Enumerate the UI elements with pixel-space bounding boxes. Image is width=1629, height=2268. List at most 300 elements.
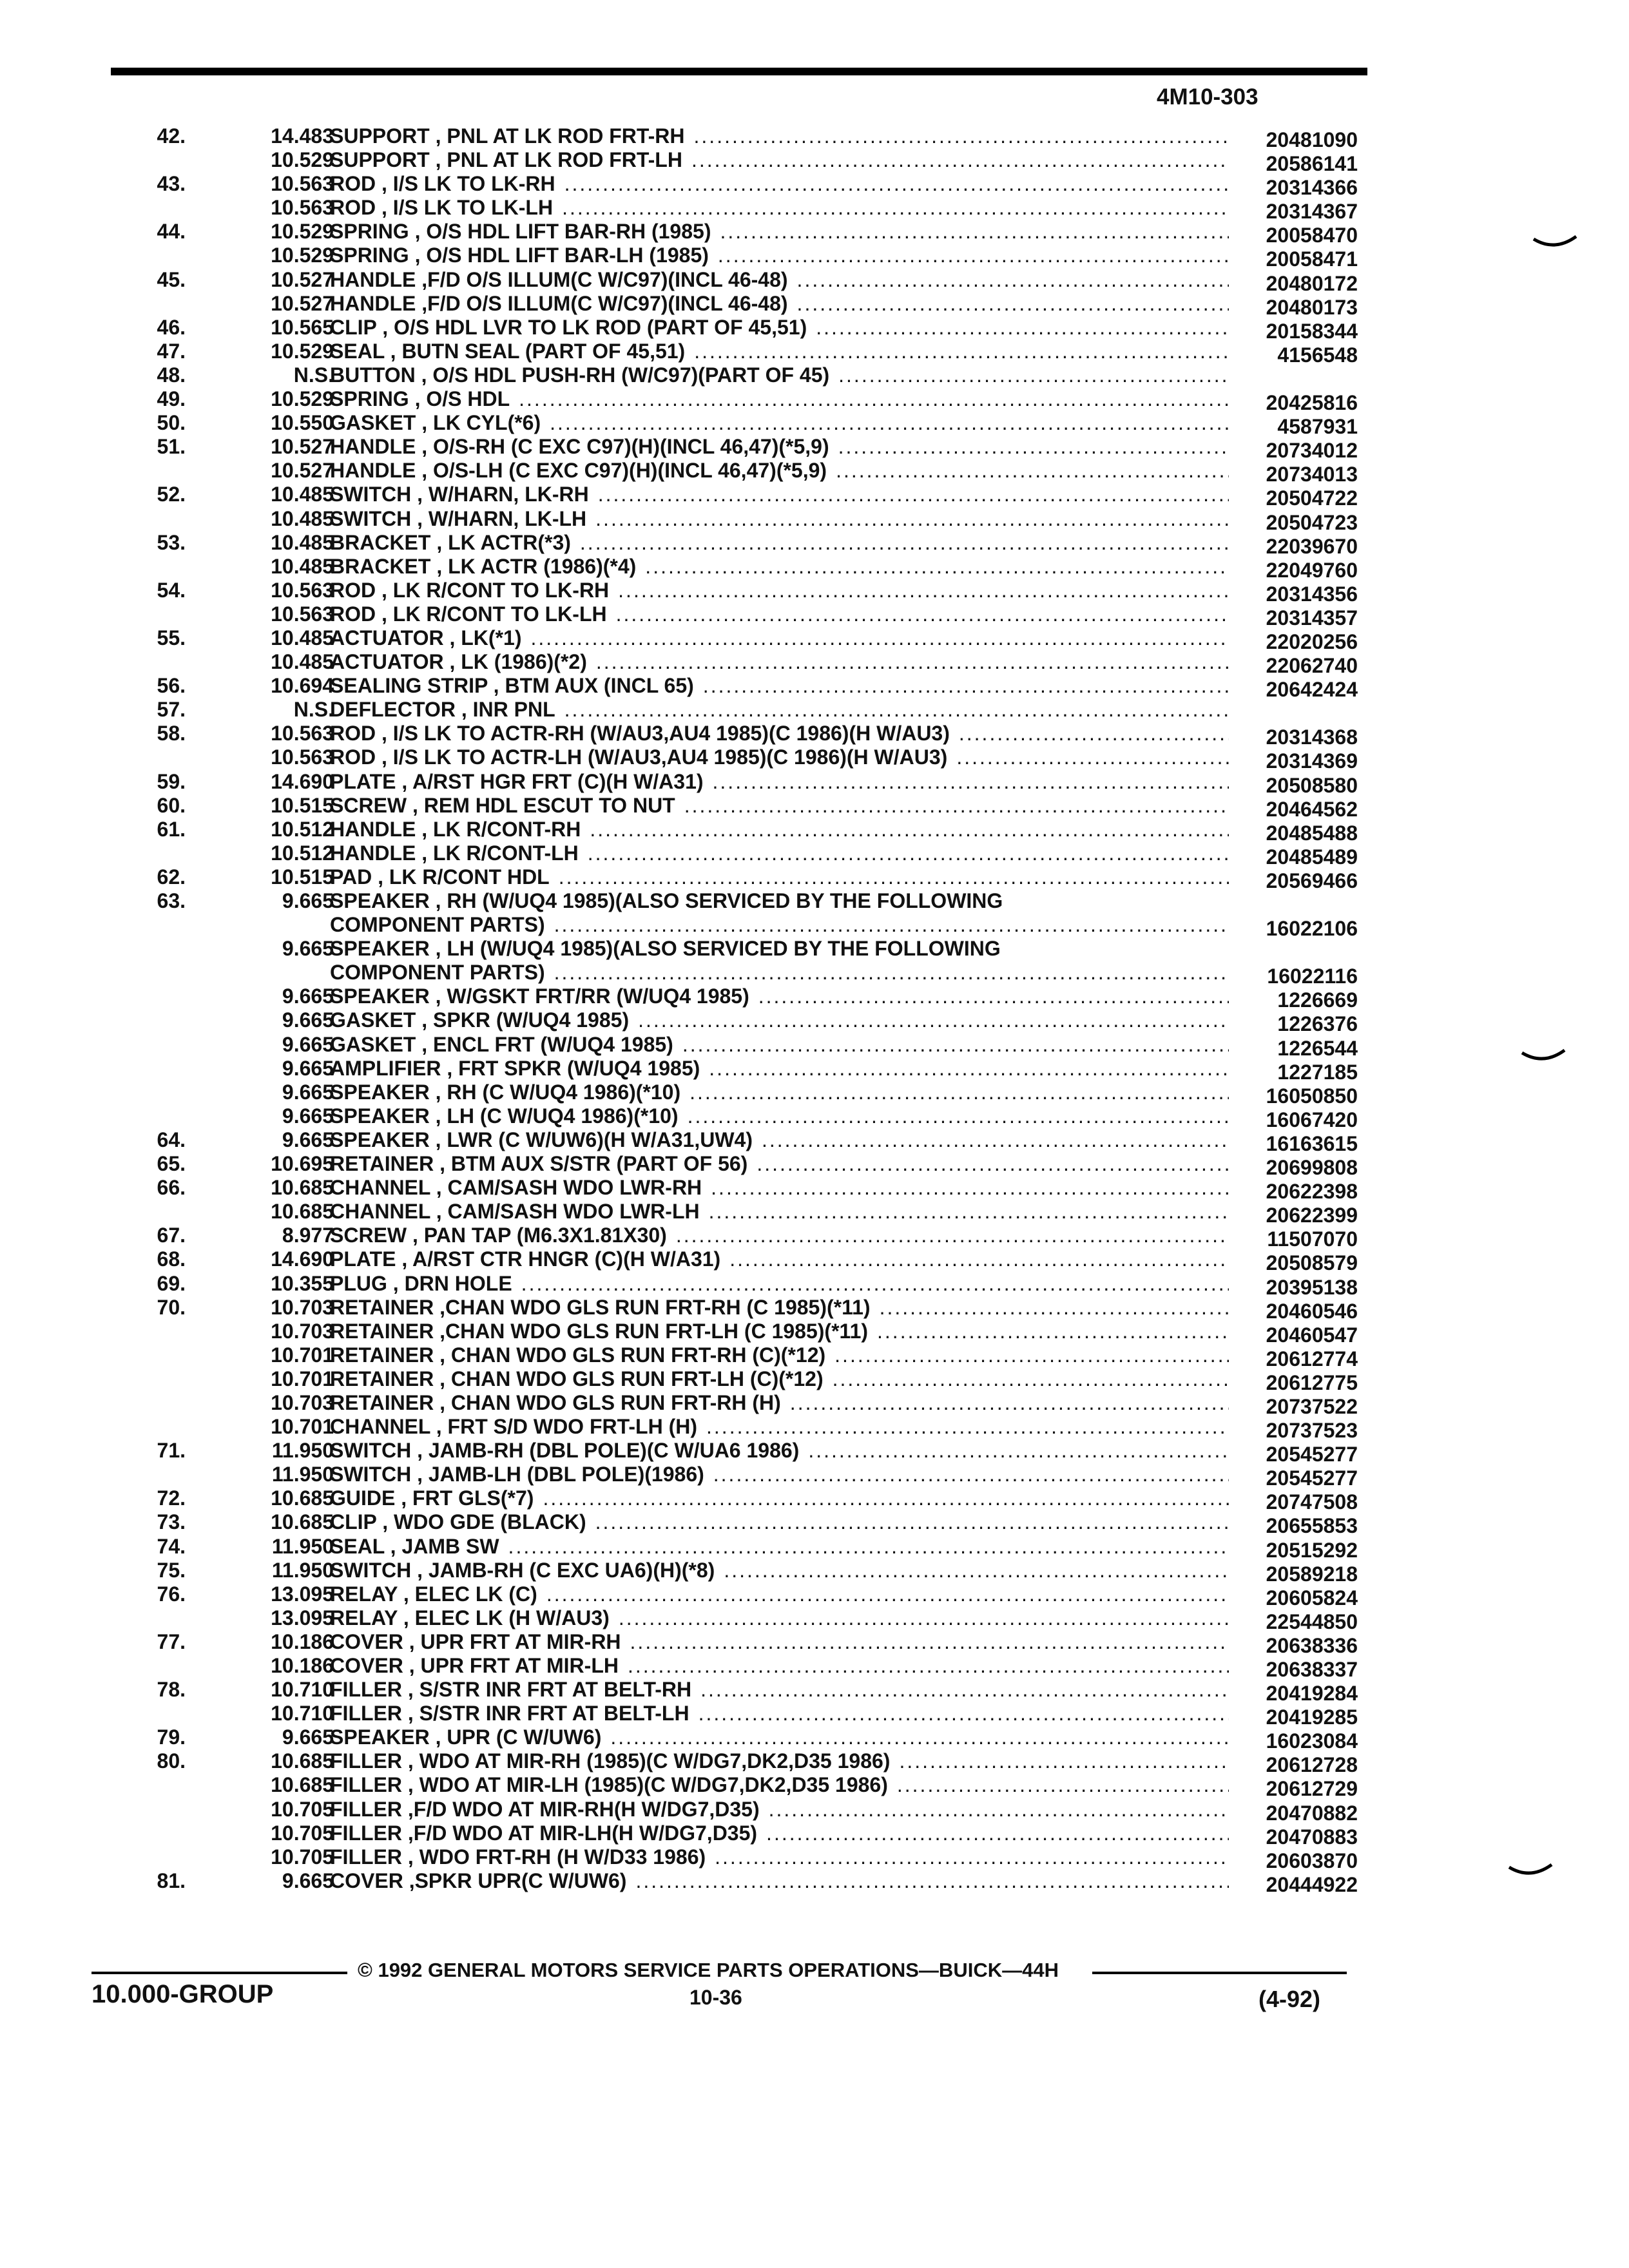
group-number: 10.527: [271, 459, 334, 483]
description-cell: [330, 292, 1229, 316]
ref-number: 43.: [157, 172, 186, 196]
description-cell: [330, 531, 1229, 555]
part-number: 4587931: [1277, 415, 1358, 439]
description-cell: [330, 220, 1229, 244]
description-cell: [330, 722, 1229, 745]
part-description: HANDLE , LK R/CONT-LH: [330, 841, 579, 865]
binder-hole-mark: [1508, 1863, 1553, 1883]
dot-leader: [713, 770, 1229, 794]
part-number: 20589218: [1266, 1562, 1358, 1586]
ref-number: 49.: [157, 387, 186, 411]
part-description: SPRING , O/S HDL LIFT BAR-LH (1985): [330, 244, 709, 267]
ref-number: 54.: [157, 578, 186, 602]
part-description: ROD , I/S LK TO ACTR-LH (W/AU3,AU4 1985)(C 1986)(H W/AU3): [330, 745, 948, 769]
description-cell: [330, 1630, 1229, 1654]
parts-list-row: [0, 937, 1629, 961]
group-number: 10.710: [271, 1702, 334, 1725]
dot-leader: [676, 1224, 1229, 1247]
parts-list-row: [0, 1463, 1629, 1490]
description-cell: [330, 818, 1229, 841]
parts-list-row: [0, 506, 1629, 534]
ref-number: 64.: [157, 1128, 186, 1151]
group-number: 10.485: [271, 483, 334, 506]
part-description: COVER ,SPKR UPR(C W/UW6): [330, 1869, 627, 1892]
part-description: GASKET , SPKR (W/UQ4 1985): [330, 1008, 630, 1032]
part-description: COMPONENT PARTS): [330, 913, 545, 937]
ref-number: 78.: [157, 1678, 186, 1702]
part-description: SPEAKER , RH (W/UQ4 1985)(ALSO SERVICED BY THE FOLLOWING: [330, 889, 1003, 912]
ref-number: 65.: [157, 1152, 186, 1176]
part-number: 20314366: [1266, 176, 1358, 200]
ref-number: 58.: [157, 722, 186, 745]
parts-list-row: [0, 1080, 1629, 1108]
part-description: FILLER ,F/D WDO AT MIR-RH(H W/DG7,D35): [330, 1797, 760, 1821]
dot-leader: [700, 1678, 1229, 1702]
part-number: 4156548: [1277, 343, 1358, 367]
description-cell: [330, 674, 1229, 698]
group-number: 10.685: [271, 1749, 334, 1773]
parts-list-row: [0, 1702, 1629, 1729]
dot-leader: [559, 865, 1229, 889]
parts-list-row: [0, 1797, 1629, 1825]
page-code: 4M10-303: [1157, 84, 1258, 110]
ref-number: 63.: [157, 889, 186, 912]
dot-leader: [564, 698, 1229, 722]
footer-rule-left: [92, 1972, 347, 1974]
group-number: 9.665: [282, 1104, 334, 1128]
part-number: 20508580: [1266, 773, 1358, 797]
part-number: 20485489: [1266, 845, 1358, 869]
ref-number: 73.: [157, 1510, 186, 1534]
parts-list-row: [0, 650, 1629, 678]
parts-list-row: [0, 530, 1629, 558]
group-number: 10.186: [271, 1629, 334, 1653]
part-description: SWITCH , W/HARN, LK-LH: [330, 506, 587, 530]
parts-list-row: [0, 578, 1629, 606]
parts-list-row: [0, 745, 1629, 773]
group-number: 10.355: [271, 1271, 334, 1295]
ref-number: 77.: [157, 1629, 186, 1653]
ref-number: 81.: [157, 1869, 186, 1892]
parts-list-row: [0, 291, 1629, 319]
dot-leader: [543, 1486, 1229, 1510]
parts-list-row: [0, 1176, 1629, 1204]
dot-leader: [758, 985, 1229, 1008]
parts-list-row: [0, 1390, 1629, 1418]
parts-list: [0, 124, 1629, 1896]
part-number: 20638337: [1266, 1658, 1358, 1681]
part-number: 1226376: [1277, 1012, 1358, 1036]
part-description: SEAL , BUTN SEAL (PART OF 45,51): [330, 339, 686, 363]
dot-leader: [508, 1535, 1229, 1559]
part-description: RETAINER ,CHAN WDO GLS RUN FRT-LH (C 1985)(*11): [330, 1319, 869, 1343]
parts-list-row: [0, 1104, 1629, 1131]
group-number: 10.512: [271, 841, 334, 865]
group-number: 10.695: [271, 1152, 334, 1176]
description-cell: [330, 961, 1229, 985]
part-description: ACTUATOR , LK(*1): [330, 626, 522, 649]
group-number: 9.665: [282, 889, 334, 912]
parts-list-row: [0, 1056, 1629, 1084]
dot-leader: [519, 387, 1229, 411]
group-number: 14.483: [271, 124, 334, 148]
part-description: ACTUATOR , LK (1986)(*2): [330, 650, 587, 674]
part-number: 20470883: [1266, 1825, 1358, 1849]
group-number: 10.563: [271, 745, 334, 769]
part-description: FILLER , S/STR INR FRT AT BELT-RH: [330, 1678, 692, 1702]
description-cell: [330, 435, 1229, 459]
dot-leader: [590, 818, 1229, 841]
description-cell: [330, 1582, 1229, 1606]
description-cell: [330, 1798, 1229, 1821]
part-description: GUIDE , FRT GLS(*7): [330, 1486, 534, 1510]
parts-list-row: [0, 1439, 1629, 1466]
part-description: COVER , UPR FRT AT MIR-LH: [330, 1654, 619, 1677]
part-number: 20460546: [1266, 1299, 1358, 1323]
part-number: 20655853: [1266, 1514, 1358, 1538]
description-cell: [330, 1367, 1229, 1391]
parts-list-row: [0, 172, 1629, 200]
parts-list-row: [0, 1247, 1629, 1275]
parts-list-row: [0, 363, 1629, 387]
part-description: ROD , I/S LK TO LK-LH: [330, 196, 554, 220]
dot-leader: [715, 1845, 1229, 1869]
ref-number: 45.: [157, 267, 186, 291]
description-cell: [330, 1654, 1229, 1678]
group-number: 10.485: [271, 554, 334, 578]
dot-leader: [635, 1869, 1229, 1893]
part-number: 20395138: [1266, 1275, 1358, 1299]
group-number: 9.665: [282, 1008, 334, 1032]
part-number: 20612728: [1266, 1753, 1358, 1777]
description-cell: [330, 602, 1229, 626]
description-cell: [330, 794, 1229, 818]
part-number: 20699808: [1266, 1156, 1358, 1180]
description-cell: [330, 1415, 1229, 1439]
part-description: SPEAKER , W/GSKT FRT/RR (W/UQ4 1985): [330, 985, 749, 1008]
group-number: 10.186: [271, 1654, 334, 1677]
description-cell: [330, 1272, 1229, 1296]
group-number: 10.563: [271, 722, 334, 745]
group-number: 9.665: [282, 1056, 334, 1080]
part-number: 20419285: [1266, 1706, 1358, 1729]
group-number: 10.529: [271, 244, 334, 267]
part-description: SPRING , O/S HDL: [330, 387, 510, 411]
description-cell: [330, 1725, 1229, 1749]
parts-list-row: [0, 1725, 1629, 1753]
dot-leader: [713, 1463, 1229, 1486]
revision-date: (4-92): [1258, 1986, 1321, 2012]
part-description: ROD , I/S LK TO ACTR-RH (W/AU3,AU4 1985)(C 1986)(H W/AU3): [330, 722, 950, 745]
part-description: SWITCH , JAMB-RH (C EXC UA6)(H)(*8): [330, 1558, 715, 1582]
part-description: ROD , I/S LK TO LK-RH: [330, 172, 555, 196]
dot-leader: [596, 650, 1229, 674]
group-number: 13.095: [271, 1606, 334, 1629]
part-number: 20058470: [1266, 224, 1358, 247]
ref-number: 68.: [157, 1247, 186, 1271]
dot-leader: [688, 1104, 1229, 1128]
part-description: FILLER , S/STR INR FRT AT BELT-LH: [330, 1702, 689, 1725]
description-cell: [330, 1773, 1229, 1797]
parts-list-row: [0, 1415, 1629, 1443]
group-number: 10.529: [271, 220, 334, 244]
top-rule: [111, 68, 1367, 75]
dot-leader: [897, 1773, 1229, 1797]
part-number: 20058471: [1266, 247, 1358, 271]
part-description: SPRING , O/S HDL LIFT BAR-RH (1985): [330, 220, 711, 244]
part-number: 22020256: [1266, 629, 1358, 653]
part-description: HANDLE ,F/D O/S ILLUM(C W/C97)(INCL 46-48): [330, 291, 788, 315]
ref-number: 74.: [157, 1534, 186, 1558]
part-description: FILLER , WDO AT MIR-LH (1985)(C W/DG7,DK2,D35 1986): [330, 1773, 888, 1797]
part-number: 20425816: [1266, 391, 1358, 415]
part-number: 22049760: [1266, 558, 1358, 582]
ref-number: 42.: [157, 124, 186, 148]
description-cell: [330, 268, 1229, 292]
parts-list-row: [0, 1654, 1629, 1681]
description-cell: [330, 244, 1229, 267]
parts-list-row: [0, 435, 1629, 463]
description-cell: [330, 937, 1229, 961]
ref-number: 70.: [157, 1295, 186, 1319]
dot-leader: [645, 555, 1229, 579]
part-number: 20419284: [1266, 1682, 1358, 1706]
group-number: 11.950: [271, 1463, 334, 1486]
part-description: RETAINER ,CHAN WDO GLS RUN FRT-RH (C 1985)(*11): [330, 1295, 871, 1319]
part-number: 20569466: [1266, 869, 1358, 892]
description-cell: [330, 555, 1229, 579]
group-number: 8.977: [282, 1224, 334, 1247]
part-description: RETAINER , CHAN WDO GLS RUN FRT-LH (C)(*12): [330, 1367, 824, 1390]
ref-number: 79.: [157, 1725, 186, 1749]
part-description: FILLER ,F/D WDO AT MIR-LH(H W/DG7,D35): [330, 1821, 758, 1845]
description-cell: [330, 1343, 1229, 1367]
description-cell: [330, 889, 1229, 913]
parts-list-row: [0, 674, 1629, 702]
parts-list-row: [0, 1606, 1629, 1633]
part-number: 20734012: [1266, 439, 1358, 463]
description-cell: [330, 1247, 1229, 1271]
parts-list-row: [0, 1486, 1629, 1514]
description-cell: [330, 1224, 1229, 1247]
part-number: 20612774: [1266, 1347, 1358, 1370]
parts-list-row: [0, 1152, 1629, 1180]
parts-list-row: [0, 793, 1629, 821]
group-number: 10.563: [271, 196, 334, 220]
group-number: 9.665: [282, 937, 334, 961]
parts-list-row: [0, 1773, 1629, 1801]
ref-number: 46.: [157, 315, 186, 339]
part-description: RELAY , ELEC LK (H W/AU3): [330, 1606, 610, 1629]
part-number: 20515292: [1266, 1538, 1358, 1562]
part-number: 1227185: [1277, 1060, 1358, 1084]
ref-number: 56.: [157, 674, 186, 698]
parts-list-row: [0, 1821, 1629, 1849]
parts-list-row: [0, 1224, 1629, 1251]
group-number: 10.710: [271, 1678, 334, 1702]
parts-list-row: [0, 961, 1629, 988]
part-number: 20747508: [1266, 1490, 1358, 1514]
dot-leader: [630, 1630, 1229, 1654]
dot-leader: [638, 1008, 1229, 1032]
dot-leader: [956, 745, 1229, 769]
dot-leader: [877, 1320, 1229, 1343]
parts-list-row: [0, 267, 1629, 295]
dot-leader: [766, 1821, 1229, 1845]
parts-list-row: [0, 698, 1629, 722]
parts-list-row: [0, 889, 1629, 913]
part-description: SPEAKER , LH (W/UQ4 1985)(ALSO SERVICED BY THE FOLLOWING: [330, 937, 1001, 961]
dot-leader: [808, 1439, 1229, 1463]
part-number: 11507070: [1267, 1227, 1358, 1251]
part-description: SWITCH , JAMB-LH (DBL POLE)(1986): [330, 1463, 704, 1486]
description-cell: [330, 650, 1229, 674]
ref-number: 61.: [157, 817, 186, 841]
group-number: 10.685: [271, 1486, 334, 1510]
group-number: 10.701: [271, 1367, 334, 1390]
parts-list-row: [0, 1295, 1629, 1323]
description-cell: [330, 172, 1229, 196]
parts-list-row: [0, 554, 1629, 582]
part-description: PAD , LK R/CONT HDL: [330, 865, 550, 889]
description-cell: [330, 913, 1229, 937]
parts-list-row: [0, 1629, 1629, 1657]
part-description: PLATE , A/RST HGR FRT (C)(H W/A31): [330, 769, 704, 793]
description-cell: [330, 196, 1229, 220]
part-number: 20470882: [1266, 1801, 1358, 1825]
dot-leader: [762, 1128, 1229, 1152]
part-number: 20460547: [1266, 1323, 1358, 1347]
part-number: 20545277: [1266, 1443, 1358, 1466]
group-number: 10.563: [271, 578, 334, 602]
ref-number: 75.: [157, 1558, 186, 1582]
parts-list-row: [0, 1200, 1629, 1227]
part-description: SWITCH , JAMB-RH (DBL POLE)(C W/UA6 1986): [330, 1439, 800, 1463]
part-number: 16022116: [1267, 965, 1358, 988]
description-cell: [330, 1391, 1229, 1415]
group-number: 11.950: [271, 1534, 334, 1558]
dot-leader: [619, 1606, 1229, 1630]
description-cell: [330, 1535, 1229, 1559]
part-description: CLIP , O/S HDL LVR TO LK ROD (PART OF 45,51): [330, 315, 807, 339]
description-cell: [330, 1678, 1229, 1702]
group-number: 10.703: [271, 1390, 334, 1414]
binder-hole-mark: [1521, 1049, 1566, 1068]
group-number: 10.485: [271, 506, 334, 530]
ref-number: 59.: [157, 769, 186, 793]
part-description: SUPPORT , PNL AT LK ROD FRT-RH: [330, 124, 685, 148]
part-number: 20480173: [1266, 295, 1358, 319]
part-number: 22062740: [1266, 654, 1358, 678]
part-number: 20545277: [1266, 1466, 1358, 1490]
description-cell: [330, 841, 1229, 865]
dot-leader: [546, 1582, 1229, 1606]
dot-leader: [711, 1176, 1229, 1200]
group-number: 10.515: [271, 865, 334, 889]
part-number: 20622398: [1266, 1180, 1358, 1204]
part-description: SEALING STRIP , BTM AUX (INCL 65): [330, 674, 694, 698]
parts-list-row: [0, 602, 1629, 629]
description-cell: [330, 1702, 1229, 1725]
ref-number: 62.: [157, 865, 186, 889]
group-number: 10.703: [271, 1319, 334, 1343]
part-number: 20586141: [1266, 152, 1358, 176]
description-cell: [330, 387, 1229, 411]
parts-list-row: [0, 1271, 1629, 1299]
dot-leader: [757, 1152, 1229, 1176]
parts-list-row: [0, 148, 1629, 176]
description-cell: [330, 1008, 1229, 1032]
dot-leader: [618, 579, 1229, 602]
part-number: 20603870: [1266, 1849, 1358, 1872]
parts-list-row: [0, 1343, 1629, 1370]
dot-leader: [838, 363, 1229, 387]
group-number: N.S.: [293, 363, 334, 387]
dot-leader: [720, 220, 1229, 244]
part-number: 20737523: [1266, 1419, 1358, 1443]
ref-number: 51.: [157, 435, 186, 459]
part-description: FILLER , WDO FRT-RH (H W/D33 1986): [330, 1845, 706, 1869]
part-number: 20508579: [1266, 1251, 1358, 1275]
dot-leader: [729, 1247, 1229, 1271]
parts-list-row: [0, 220, 1629, 247]
part-number: 20612729: [1266, 1777, 1358, 1801]
parts-list-row: [0, 817, 1629, 845]
dot-leader: [706, 1415, 1229, 1439]
dot-leader: [880, 1296, 1229, 1320]
part-number: 20605824: [1266, 1586, 1358, 1610]
part-number: 20622399: [1266, 1204, 1358, 1227]
part-description: GASKET , ENCL FRT (W/UQ4 1985): [330, 1032, 673, 1056]
part-number: 20504723: [1266, 510, 1358, 534]
dot-leader: [580, 531, 1229, 555]
part-description: AMPLIFIER , FRT SPKR (W/UQ4 1985): [330, 1056, 700, 1080]
part-description: SCREW , REM HDL ESCUT TO NUT: [330, 793, 675, 817]
ref-number: 52.: [157, 483, 186, 506]
part-number: 20158344: [1266, 319, 1358, 343]
part-description: ROD , LK R/CONT TO LK-RH: [330, 578, 610, 602]
parts-list-row: [0, 124, 1629, 151]
dot-leader: [588, 841, 1229, 865]
group-number: 10.485: [271, 650, 334, 674]
group-number: 13.095: [271, 1582, 334, 1606]
ref-number: 48.: [157, 363, 186, 387]
description-cell: [330, 1057, 1229, 1081]
description-cell: [330, 1439, 1229, 1463]
dot-leader: [616, 602, 1229, 626]
group-number: 10.685: [271, 1200, 334, 1224]
group-number: 10.685: [271, 1176, 334, 1200]
group-number: 10.527: [271, 435, 334, 459]
part-number: 22039670: [1266, 534, 1358, 558]
dot-leader: [899, 1749, 1229, 1773]
part-number: 20314368: [1266, 726, 1358, 749]
dot-leader: [554, 961, 1229, 985]
group-number: 10.685: [271, 1510, 334, 1534]
ref-number: 60.: [157, 793, 186, 817]
ref-number: 66.: [157, 1176, 186, 1200]
part-number: 20485488: [1266, 821, 1358, 845]
group-number: 9.665: [282, 1080, 334, 1104]
description-cell: [330, 1033, 1229, 1057]
part-description: SCREW , PAN TAP (M6.3X1.81X30): [330, 1224, 667, 1247]
part-number: 16067420: [1266, 1108, 1358, 1131]
description-cell: [330, 1200, 1229, 1224]
dot-leader: [628, 1654, 1229, 1678]
parts-list-row: [0, 459, 1629, 486]
part-number: 20504722: [1266, 486, 1358, 510]
dot-leader: [959, 722, 1229, 745]
